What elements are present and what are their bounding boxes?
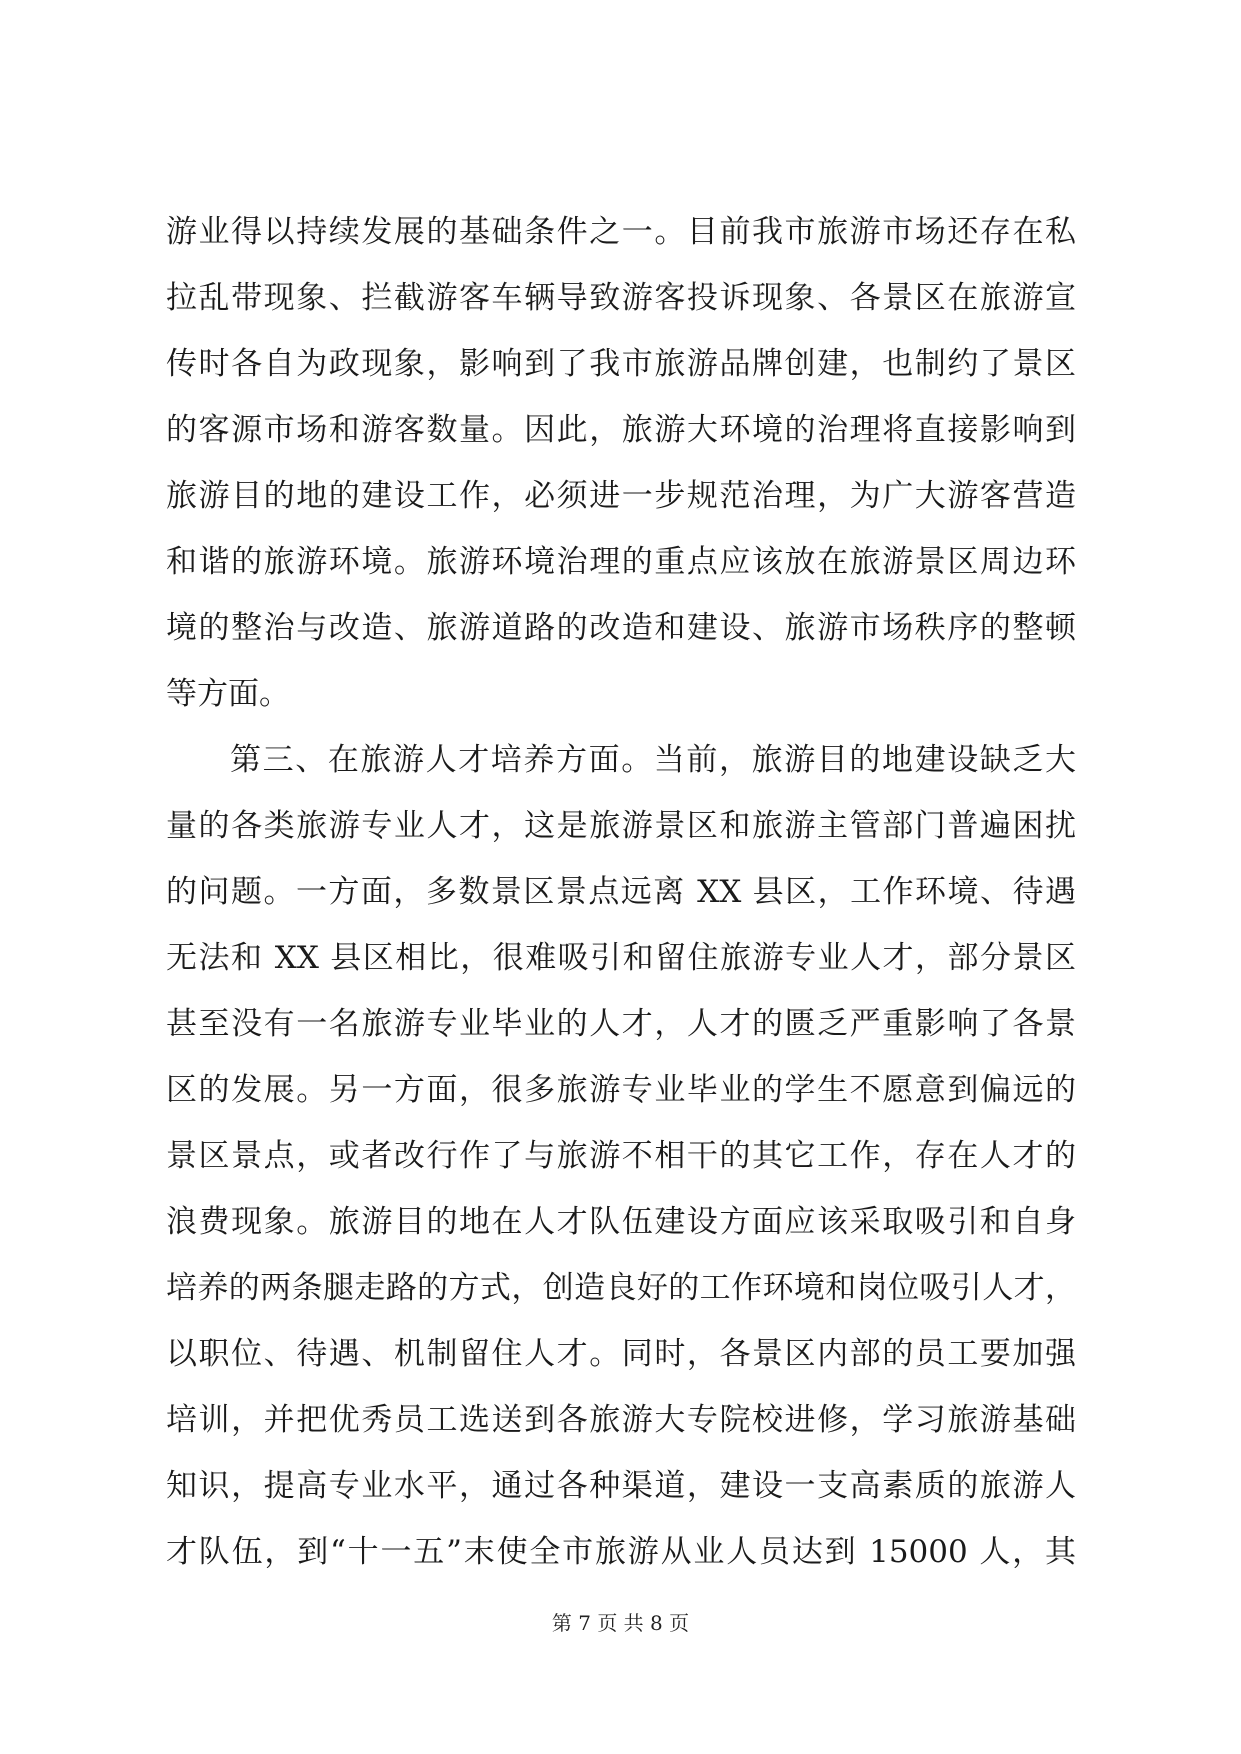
text-line: 区的发展。另一方面，很多旅游专业毕业的学生不愿意到偏远的 bbox=[166, 1072, 1076, 1108]
text-line: 甚至没有一名旅游专业毕业的人才，人才的匮乏严重影响了各景 bbox=[166, 1006, 1076, 1042]
text-line: 以职位、待遇、机制留住人才。同时，各景区内部的员工要加强 bbox=[166, 1336, 1076, 1372]
page-number-footer: 第 7 页 共 8 页 bbox=[551, 1611, 690, 1635]
text-line: 和谐的旅游环境。旅游环境治理的重点应该放在旅游景区周边环 bbox=[166, 544, 1076, 580]
text-line: 浪费现象。旅游目的地在人才队伍建设方面应该采取吸引和自身 bbox=[166, 1204, 1076, 1240]
text-line: 培训，并把优秀员工选送到各旅游大专院校进修，学习旅游基础 bbox=[166, 1402, 1076, 1438]
text-line: 拉乱带现象、拦截游客车辆导致游客投诉现象、各景区在旅游宣 bbox=[166, 280, 1076, 316]
text-line: 量的各类旅游专业人才，这是旅游景区和旅游主管部门普遍困扰 bbox=[166, 808, 1076, 844]
text-line: 游业得以持续发展的基础条件之一。目前我市旅游市场还存在私 bbox=[166, 214, 1076, 250]
text-line: 的客源市场和游客数量。因此，旅游大环境的治理将直接影响到 bbox=[166, 412, 1076, 448]
text-line: 传时各自为政现象，影响到了我市旅游品牌创建，也制约了景区 bbox=[166, 346, 1076, 382]
text-line: 的问题。一方面，多数景区景点远离 XX 县区，工作环境、待遇 bbox=[166, 874, 1076, 910]
text-line: 境的整治与改造、旅游道路的改造和建设、旅游市场秩序的整顿 bbox=[166, 610, 1076, 646]
text-line: 无法和 XX 县区相比，很难吸引和留住旅游专业人才，部分景区 bbox=[166, 940, 1076, 976]
text-line: 旅游目的地的建设工作，必须进一步规范治理，为广大游客营造 bbox=[166, 478, 1076, 514]
text-line: 培养的两条腿走路的方式，创造良好的工作环境和岗位吸引人才， bbox=[166, 1270, 1076, 1306]
text-line: 知识，提高专业水平，通过各种渠道，建设一支高素质的旅游人 bbox=[166, 1468, 1076, 1504]
text-line: 景区景点，或者改行作了与旅游不相干的其它工作，存在人才的 bbox=[166, 1138, 1076, 1174]
text-line: 才队伍，到“十一五”末使全市旅游从业人员达到 15000 人，其 bbox=[166, 1534, 1076, 1570]
paragraph-start-line: 第三、在旅游人才培养方面。当前，旅游目的地建设缺乏大 bbox=[230, 742, 1076, 778]
text-line: 等方面。 bbox=[166, 676, 290, 712]
